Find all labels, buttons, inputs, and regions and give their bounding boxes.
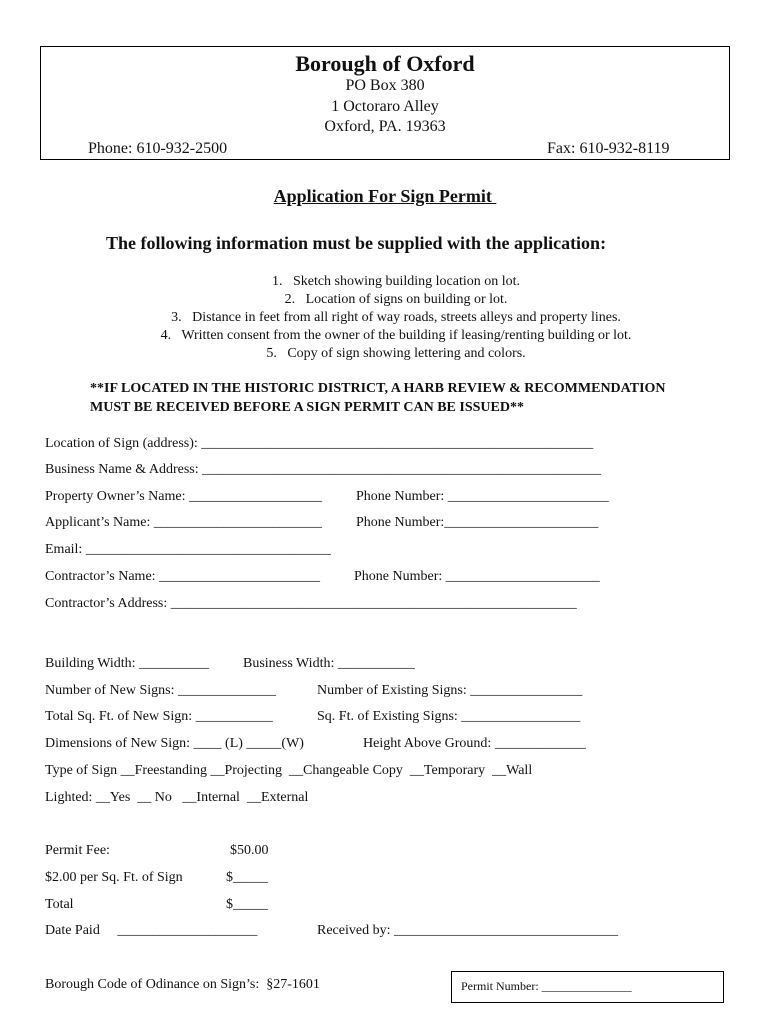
requirement-item: 4. Written consent from the owner of the building if leasing/renting building or lot. [160,328,632,343]
lighted-field[interactable]: Lighted: __Yes __ No __Internal __External [45,790,309,805]
permit-fee-label: Permit Fee: [45,843,110,858]
requirements-heading: The following information must be supplied with the application: [106,233,607,253]
contractor-name-field[interactable]: Contractor’s Name: _______________________ [45,569,321,584]
applicant-name-field[interactable]: Applicant’s Name: ________________________ [45,515,322,530]
sqft-new-field[interactable]: Total Sq. Ft. of New Sign: ___________ [45,709,273,724]
street-address: 1 Octoraro Alley [331,98,439,115]
sqft-existing-field[interactable]: Sq. Ft. of Existing Signs: _________________ [317,709,581,724]
applicant-phone-field[interactable]: Phone Number:______________________ [356,515,599,530]
permit-number-field[interactable]: Permit Number: _______________ [461,979,632,993]
dimensions-field[interactable]: Dimensions of New Sign: ____ (L) _____(W) [45,736,304,751]
new-signs-field[interactable]: Number of New Signs: ______________ [45,683,276,698]
business-width-field[interactable]: Business Width: ___________ [243,656,415,671]
owner-name-field[interactable]: Property Owner’s Name: ___________________ [45,489,322,504]
historic-notice-line2: MUST BE RECEIVED BEFORE A SIGN PERMIT CAN BE ISSUED** [90,400,524,415]
height-field[interactable]: Height Above Ground: _____________ [363,736,586,751]
sign-type-field[interactable]: Type of Sign __Freestanding __Projecting __Changeable Copy __Temporary __Wall [45,763,533,778]
received-by-field[interactable]: Received by: ________________________________ [317,923,618,938]
contractor-phone-field[interactable]: Phone Number: ______________________ [354,569,600,584]
per-sqft-field[interactable]: $_____ [226,870,268,885]
historic-notice-line1: **IF LOCATED IN THE HISTORIC DISTRICT, A HARB REVIEW & RECOMMENDATION [90,381,666,396]
existing-signs-field[interactable]: Number of Existing Signs: ________________ [317,683,583,698]
owner-phone-field[interactable]: Phone Number: _______________________ [356,489,609,504]
email-field[interactable]: Email: ___________________________________ [45,542,331,557]
city-address: Oxford, PA. 19363 [324,118,446,135]
phone-number: Phone: 610-932-2500 [88,140,228,157]
po-box: PO Box 380 [345,77,425,94]
permit-fee-value: $50.00 [230,843,269,858]
building-width-field[interactable]: Building Width: __________ [45,656,210,671]
borough-code-reference: Borough Code of Odinance on Sign’s: §27-1601 [45,977,320,992]
business-field[interactable]: Business Name & Address: _________________________________________________________ [45,462,602,477]
total-label: Total [45,897,74,912]
borough-title: Borough of Oxford [295,51,475,76]
date-paid-field[interactable]: Date Paid ____________________ [45,923,258,938]
requirement-item: 2. Location of signs on building or lot. [284,292,508,307]
requirement-item: 5. Copy of sign showing lettering and colors. [266,346,526,361]
page-heading: Application For Sign Permit [273,186,497,206]
total-field[interactable]: $_____ [226,897,268,912]
requirement-item: 1. Sketch showing building location on lot. [271,274,521,289]
contractor-address-field[interactable]: Contractor’s Address: __________________________________________________________ [45,596,577,611]
per-sqft-label: $2.00 per Sq. Ft. of Sign [45,870,183,885]
requirement-item: 3. Distance in feet from all right of way roads, streets alleys and property lines. [171,310,621,325]
fax-number: Fax: 610-932-8119 [547,140,670,157]
location-field[interactable]: Location of Sign (address): ________________________________________________________ [45,436,594,451]
